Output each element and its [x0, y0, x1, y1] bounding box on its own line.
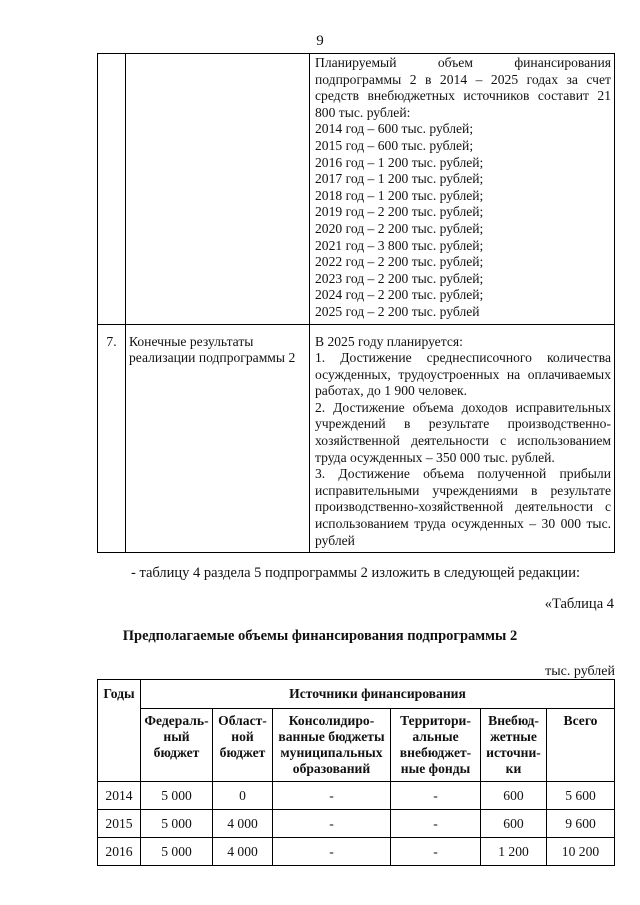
- regional-budget-cell: 4 000: [213, 838, 273, 866]
- year-line-2025: 2025 год – 2 200 тыс. рублей: [315, 303, 480, 319]
- total-cell: 9 600: [547, 810, 615, 838]
- year-line-2021: 2021 год – 3 800 тыс. рублей;: [315, 237, 484, 253]
- territorial-funds-cell: -: [391, 782, 481, 810]
- municipal-budgets-cell: -: [273, 782, 391, 810]
- row-label-cell: Конечные результаты реализации подпрограммы 2: [126, 324, 310, 553]
- subprogram-passport-table: [97, 53, 615, 553]
- year-cell: 2014: [98, 782, 141, 810]
- result-item-3: 3. Достижение объема полученной прибыли исправительными учреждениями в результате производственно-хозяйственной деятельности с использованием труда осужденных – 30 000 тыс. рублей: [315, 466, 611, 548]
- result-item-2: 2. Достижение объема доходов исправительных учреждений в результате производственно-хозяйственной деятельности с использованием труда осужденных – 350 000 тыс. рублей.: [315, 399, 611, 465]
- year-line-2020: 2020 год – 2 200 тыс. рублей;: [315, 220, 484, 236]
- year-line-2015: 2015 год – 600 тыс. рублей;: [315, 137, 474, 153]
- table-row: [98, 782, 615, 810]
- final-results-cell: [310, 324, 615, 553]
- year-line-2017: 2017 год – 1 200 тыс. рублей;: [315, 171, 484, 187]
- row-label-cell: [126, 54, 310, 325]
- instruction-text: - таблицу 4 раздела 5 подпрограммы 2 изложить в следующей редакции:: [131, 565, 580, 581]
- territorial-funds-header: Территори-альные внебюджет-ные фонды: [391, 709, 481, 782]
- table-row: [98, 810, 615, 838]
- table-row: [98, 838, 615, 866]
- municipal-budgets-header: Консолидиро-ванные бюджеты муниципальных образований: [273, 709, 391, 782]
- final-results-row: [98, 324, 615, 553]
- row-number-cell: [98, 54, 126, 325]
- federal-budget-cell: 5 000: [141, 838, 213, 866]
- regional-budget-header: Област-ной бюджет: [213, 709, 273, 782]
- federal-budget-cell: 5 000: [141, 810, 213, 838]
- results-intro: В 2025 году планируется:: [315, 333, 463, 349]
- year-line-2016: 2016 год – 1 200 тыс. рублей;: [315, 154, 484, 170]
- federal-budget-cell: 5 000: [141, 782, 213, 810]
- extrabudgetary-sources-header: Внебюд-жетные источни-ки: [481, 709, 547, 782]
- table-caption: «Таблица 4: [544, 596, 614, 612]
- extrabudgetary-sources-cell: 600: [481, 810, 547, 838]
- year-line-2022: 2022 год – 2 200 тыс. рублей;: [315, 254, 484, 270]
- year-cell: 2016: [98, 838, 141, 866]
- regional-budget-cell: 4 000: [213, 810, 273, 838]
- row-number-cell: 7.: [98, 324, 126, 553]
- table-heading: Предполагаемые объемы финансирования подпрограммы 2: [122, 628, 518, 644]
- year-line-2023: 2023 год – 2 200 тыс. рублей;: [315, 270, 484, 286]
- extrabudgetary-sources-cell: 1 200: [481, 838, 547, 866]
- total-header: Всего: [547, 709, 615, 782]
- extrabudgetary-sources-cell: 600: [481, 782, 547, 810]
- financing-description-cell: [310, 54, 615, 325]
- years-column-header: Годы: [98, 680, 141, 782]
- year-cell: 2015: [98, 810, 141, 838]
- regional-budget-cell: 0: [213, 782, 273, 810]
- table-subheader-row: [98, 709, 615, 782]
- year-line-2018: 2018 год – 1 200 тыс. рублей;: [315, 187, 484, 203]
- financing-row: [98, 54, 615, 325]
- territorial-funds-cell: -: [391, 810, 481, 838]
- table-header-row: [98, 680, 615, 709]
- federal-budget-header: Федераль-ный бюджет: [141, 709, 213, 782]
- territorial-funds-cell: -: [391, 838, 481, 866]
- financing-total-paragraph: Планируемый объем финансирования подпрограммы 2 в 2014 – 2025 годах за счет средств внебюджетных источников составит 21 800 тыс. рублей:: [315, 55, 611, 120]
- result-item-1: 1. Достижение среднесписочного количества осужденных, трудоустроенных на оплачиваемых работах, до 1 900 человек.: [315, 350, 611, 399]
- units-label: тыс. рублей: [545, 664, 615, 679]
- page-number: 9: [316, 33, 324, 49]
- year-line-2024: 2024 год – 2 200 тыс. рублей;: [315, 287, 484, 303]
- financing-volumes-table: [97, 679, 615, 866]
- total-cell: 10 200: [547, 838, 615, 866]
- year-line-2014: 2014 год – 600 тыс. рублей;: [315, 121, 474, 137]
- total-cell: 5 600: [547, 782, 615, 810]
- municipal-budgets-cell: -: [273, 810, 391, 838]
- sources-group-header: Источники финансирования: [141, 680, 615, 709]
- municipal-budgets-cell: -: [273, 838, 391, 866]
- year-line-2019: 2019 год – 2 200 тыс. рублей;: [315, 204, 484, 220]
